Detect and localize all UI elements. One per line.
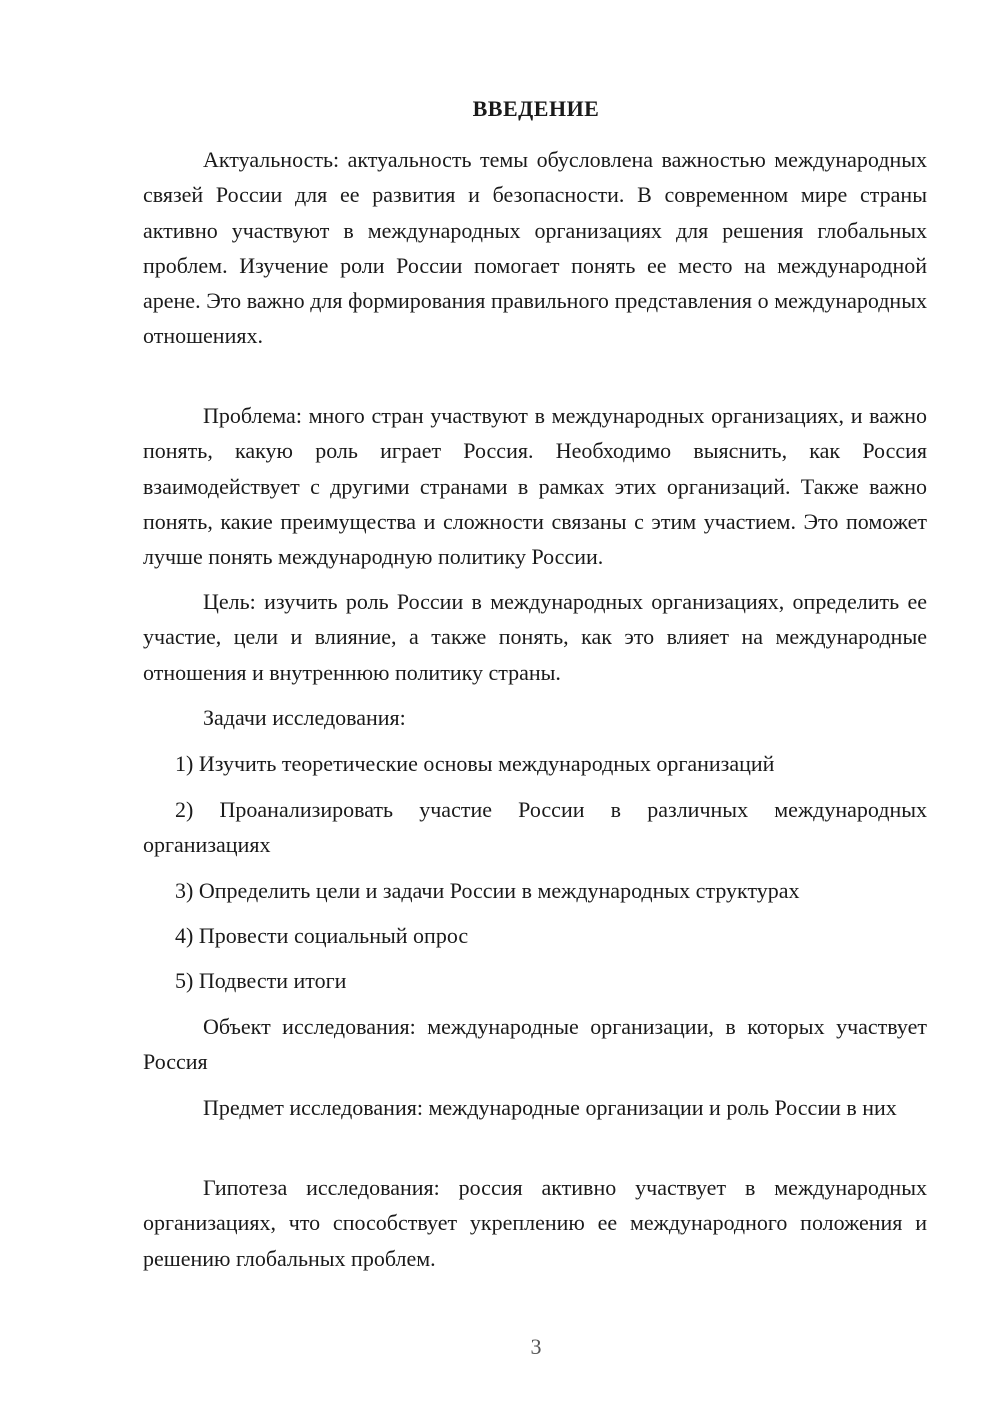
page-number: 3 <box>530 1334 542 1359</box>
tasks-heading: Задачи исследования: <box>203 705 406 730</box>
task-item: 1) Изучить теоретические основы международных организаций <box>175 751 775 776</box>
relevance-paragraph: Актуальность: актуальность темы обусловлена важностью международных связей России для ее развития и безопасности. В современном мире страны активно участвуют в международных организациях для решения глобальных проблем. Изучение роли России помогает понять ее место на международной арене. Это важно для формирования правильного представления о международных отношениях. <box>143 147 927 349</box>
task-item: 4) Провести социальный опрос <box>175 923 469 948</box>
task-item: 5) Подвести итоги <box>175 968 347 993</box>
subject-paragraph: Предмет исследования: международные организации и роль России в них <box>203 1095 897 1120</box>
task-item: 3) Определить цели и задачи России в международных структурах <box>175 878 800 903</box>
object-paragraph: Объект исследования: международные организации, в которых участвует Россия <box>143 1014 927 1075</box>
hypothesis-paragraph: Гипотеза исследования: россия активно участвует в международных организациях, что способствует укреплению ее международного положения и решению глобальных проблем. <box>143 1175 927 1271</box>
task-item: 2) Проанализировать участие России в различных международных организациях <box>143 797 927 858</box>
problem-paragraph: Проблема: много стран участвуют в международных организациях, и важно понять, какую роль играет Россия. Необходимо выяснить, как Россия взаимодействует с другими странами в рамках этих организаций. Также важно понять, какие преимущества и сложности связаны с этим участием. Это поможет лучше понять международную политику России. <box>143 403 927 570</box>
section-title: ВВЕДЕНИЕ <box>472 96 600 121</box>
goal-paragraph: Цель: изучить роль России в международных организациях, определить ее участие, цели и влияние, а также понять, как это влияет на международные отношения и внутреннюю политику страны. <box>143 589 927 685</box>
